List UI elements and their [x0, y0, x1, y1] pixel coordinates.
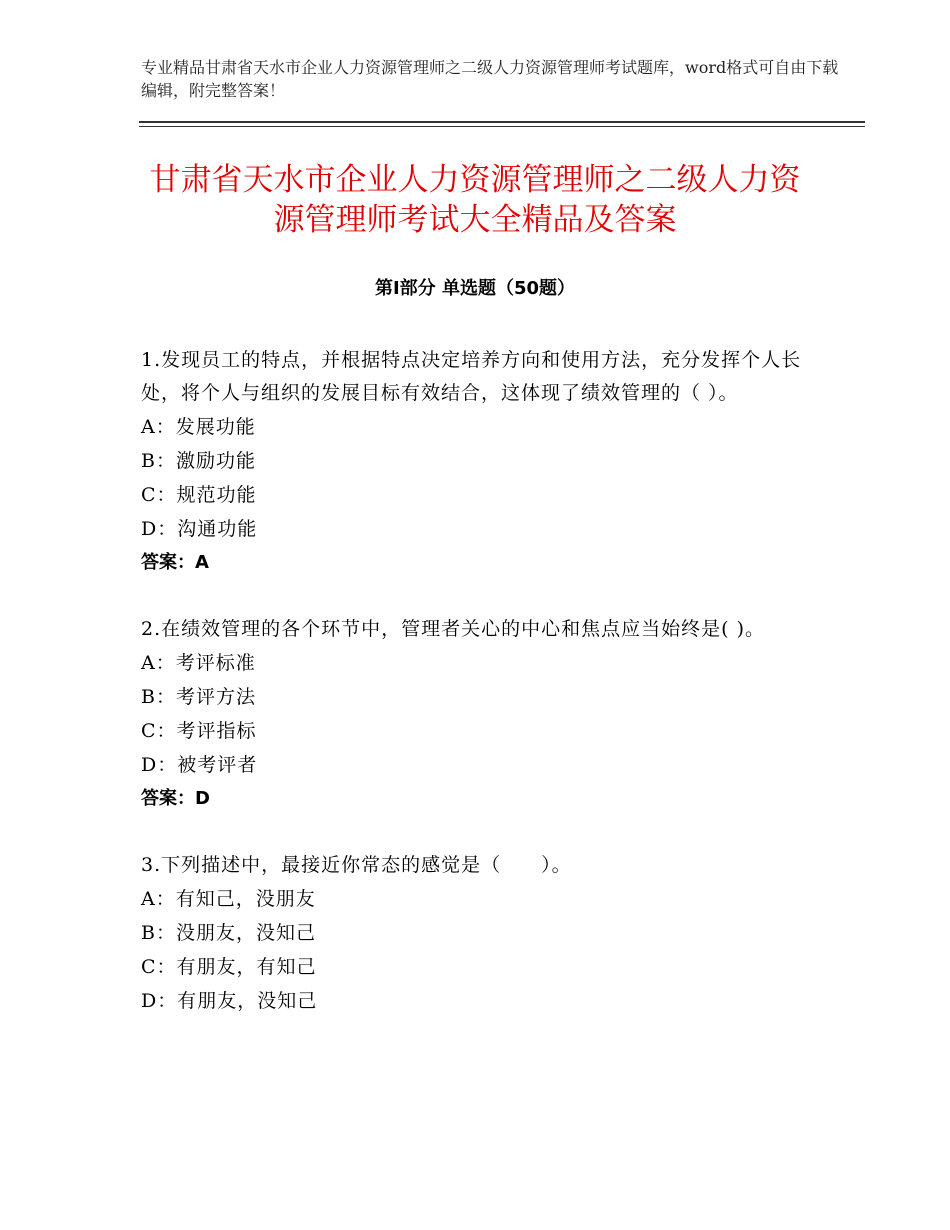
- option-b: B：考评方法: [141, 686, 256, 708]
- question-1: [141, 344, 821, 580]
- question-stem: 1.发现员工的特点，并根据特点决定培养方向和使用方法，充分发挥个人长处，将个人与组织的发展目标有效结合，这体现了绩效管理的（ ）。: [141, 349, 802, 404]
- section-heading: 第Ⅰ部分 单选题（50题）: [374, 278, 575, 299]
- question-stem: 2.在绩效管理的各个环节中，管理者关心的中心和焦点应当始终是( )。: [141, 618, 765, 640]
- answer-line: 答案：D: [141, 788, 210, 809]
- answer-line: 答案：A: [141, 552, 209, 573]
- option-c: C：考评指标: [141, 720, 257, 742]
- option-b: B：激励功能: [141, 450, 256, 472]
- question-2: [141, 613, 821, 816]
- option-b: B：没朋友，没知己: [141, 922, 316, 944]
- option-a: A：发展功能: [141, 416, 256, 438]
- option-d: D：被考评者: [141, 754, 258, 776]
- question-list: [141, 344, 821, 1051]
- option-a: A：有知己，没朋友: [141, 888, 316, 910]
- document-title: 甘肃省天水市企业人力资源管理师之二级人力资源管理师考试大全精品及答案: [149, 162, 801, 238]
- option-d: D：沟通功能: [141, 518, 258, 540]
- option-a: A：考评标准: [141, 652, 256, 674]
- option-c: C：规范功能: [141, 484, 257, 506]
- header-rule-thick: [139, 121, 865, 123]
- question-3: [141, 849, 821, 1018]
- question-stem: 3.下列描述中，最接近你常态的感觉是（ ）。: [141, 854, 572, 876]
- option-d: D：有朋友，没知己: [141, 990, 318, 1012]
- header-note: 专业精品甘肃省天水市企业人力资源管理师之二级人力资源管理师考试题库，word格式可自由下载编辑，附完整答案！: [141, 58, 839, 100]
- option-c: C：有朋友，有知己: [141, 956, 317, 978]
- header-rule-thin: [139, 126, 865, 127]
